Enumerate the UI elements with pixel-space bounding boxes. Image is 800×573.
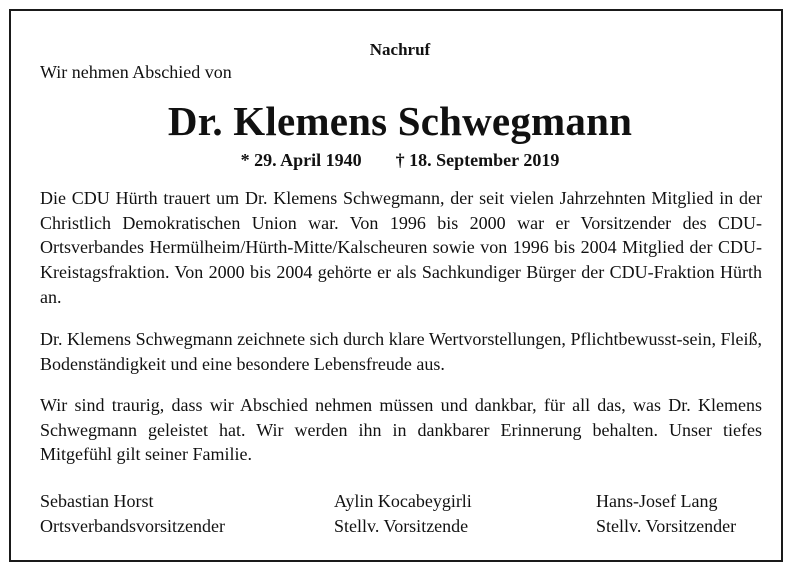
notice-heading: Nachruf <box>369 40 431 59</box>
signatory-role: Stellv. Vorsitzender <box>596 516 737 536</box>
signatory-name: Sebastian Horst <box>40 491 154 511</box>
signatory <box>334 489 472 539</box>
life-dates <box>0 150 800 171</box>
paragraph-condolence: Wir sind traurig, dass wir Abschied nehmen müssen und dankbar, für all das, was Dr. Klemens Schwegmann geleistet hat. Wir werden ihn in dankbarer Erinnerung behalten. Unser tiefes Mitgefühl gilt seiner Familie. <box>40 395 762 465</box>
death-date: † 18. September 2019 <box>395 150 560 170</box>
signatory-name: Aylin Kocabeygirli <box>334 491 472 511</box>
intro-text: Wir nehmen Abschied von <box>40 62 232 82</box>
signatory-role: Stellv. Vorsitzende <box>334 516 469 536</box>
signatory <box>596 489 736 539</box>
signatory-name: Hans-Josef Lang <box>596 491 718 511</box>
paragraph-character: Dr. Klemens Schwegmann zeichnete sich durch klare Wertvorstellungen, Pflichtbewusst-sein, Fleiß, Bodenständigkeit und eine besondere Lebensfreude aus. <box>40 329 762 374</box>
deceased-name: Dr. Klemens Schwegmann <box>167 98 633 144</box>
birth-date: * 29. April 1940 <box>240 150 362 170</box>
paragraph-biography: Die CDU Hürth trauert um Dr. Klemens Schwegmann, der seit vielen Jahrzehnten Mitglied in der Christlich Demokratischen Union war. Von 1996 bis 2000 war er Vorsitzender des CDU-Ortsverbandes Hermülheim/Hürth-Mitte/Kalscheuren sowie von 1996 bis 2004 Mitglied der CDU-Kreistagsfraktion. Von 2000 bis 2004 gehörte er als Sachkundiger Bürger der CDU-Fraktion Hürth an. <box>40 188 762 307</box>
signatory <box>40 489 225 539</box>
signatory-role: Ortsverbandsvorsitzender <box>40 516 225 536</box>
